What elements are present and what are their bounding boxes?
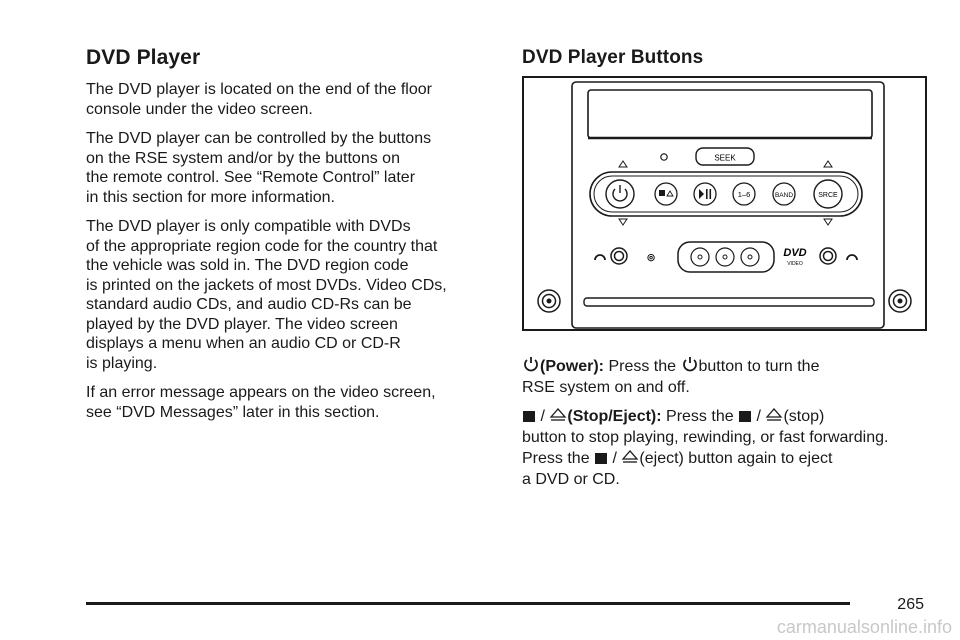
power-description [522,355,932,398]
power-text-c: RSE system on and off. [522,379,690,396]
svg-text:◎: ◎ [647,252,655,262]
play-pause-button[interactable] [694,183,716,205]
svg-text:VIDEO: VIDEO [787,261,803,267]
stop-text-d: Press the [522,450,590,467]
footer-rule [86,602,850,605]
section-title-dvd-player: DVD Player [86,46,201,69]
power-button[interactable] [606,180,634,208]
source-label: SRCE [818,192,838,199]
section-title-dvd-buttons: DVD Player Buttons [522,47,704,68]
display-window [588,90,872,138]
slash-2: / [756,408,761,425]
av-jacks-panel [678,242,774,272]
screw-left [538,290,560,312]
stop-text-f: a DVD or CD. [522,471,620,488]
stop-text-c: button to stop playing, rewinding, or fast forwarding. [522,429,889,446]
preset-label: 1–6 [737,190,751,199]
headphone-jack-right [820,248,836,264]
paragraph-2: The DVD player can be controlled by the buttons on the RSE system and/or by the buttons on the remote control. See “Remote Control” later in this section for more information. [86,130,432,206]
disc-slot [584,298,874,306]
power-text-a: Press the [608,358,677,375]
stop-icon-inline [738,409,752,423]
eject-icon [549,407,567,423]
body-text [86,80,498,432]
stop-text-a: Press the [666,408,734,425]
seek-button[interactable] [696,148,754,165]
slash-3: / [612,450,617,467]
paragraph-3: The DVD player is only compatible with DVDs of the appropriate region code for the country that the vehicle was sold in. The DVD region code is printed on the jackets of most DVDs. Video CDs, standard audio CDs, and audio CD-Rs can be played by the DVD player. The video screen displays a menu when an audio CD or CD-R is playing. [86,218,447,372]
band-button[interactable] [773,183,795,205]
stop-text-b: (stop) [783,408,825,425]
slash-1: / [540,408,545,425]
power-icon-inline [681,355,699,373]
eject-icon-inline [765,407,783,423]
svg-text:DVD: DVD [783,247,807,259]
stop-eject-button[interactable] [655,183,677,205]
paragraph-1: The DVD player is located on the end of the floor console under the video screen. [86,81,432,118]
stop-text-e: (eject) button again to eject [639,450,833,467]
power-text-b: button to turn the [698,358,820,375]
stop-icon-inline-2 [594,451,608,465]
page-number: 265 [897,596,924,613]
headphone-jack-left [611,248,627,264]
seek-label: SEEK [714,153,736,163]
paragraph-4: If an error message appears on the video screen, see “DVD Messages” later in this section. [86,384,436,421]
stop-eject-label: (Stop/Eject): [567,408,662,425]
button-descriptions [522,355,932,498]
stop-icon [522,409,536,423]
eject-icon-inline-2 [621,449,639,465]
power-icon [522,355,540,373]
stop-eject-description [522,406,932,490]
power-label: (Power): [540,358,604,375]
dvd-player-illustration [522,76,927,331]
source-button[interactable] [814,180,842,208]
watermark: carmanualsonline.info [776,617,952,637]
band-label: BAND [774,192,794,199]
preset-button[interactable] [733,183,755,205]
screw-right [889,290,911,312]
